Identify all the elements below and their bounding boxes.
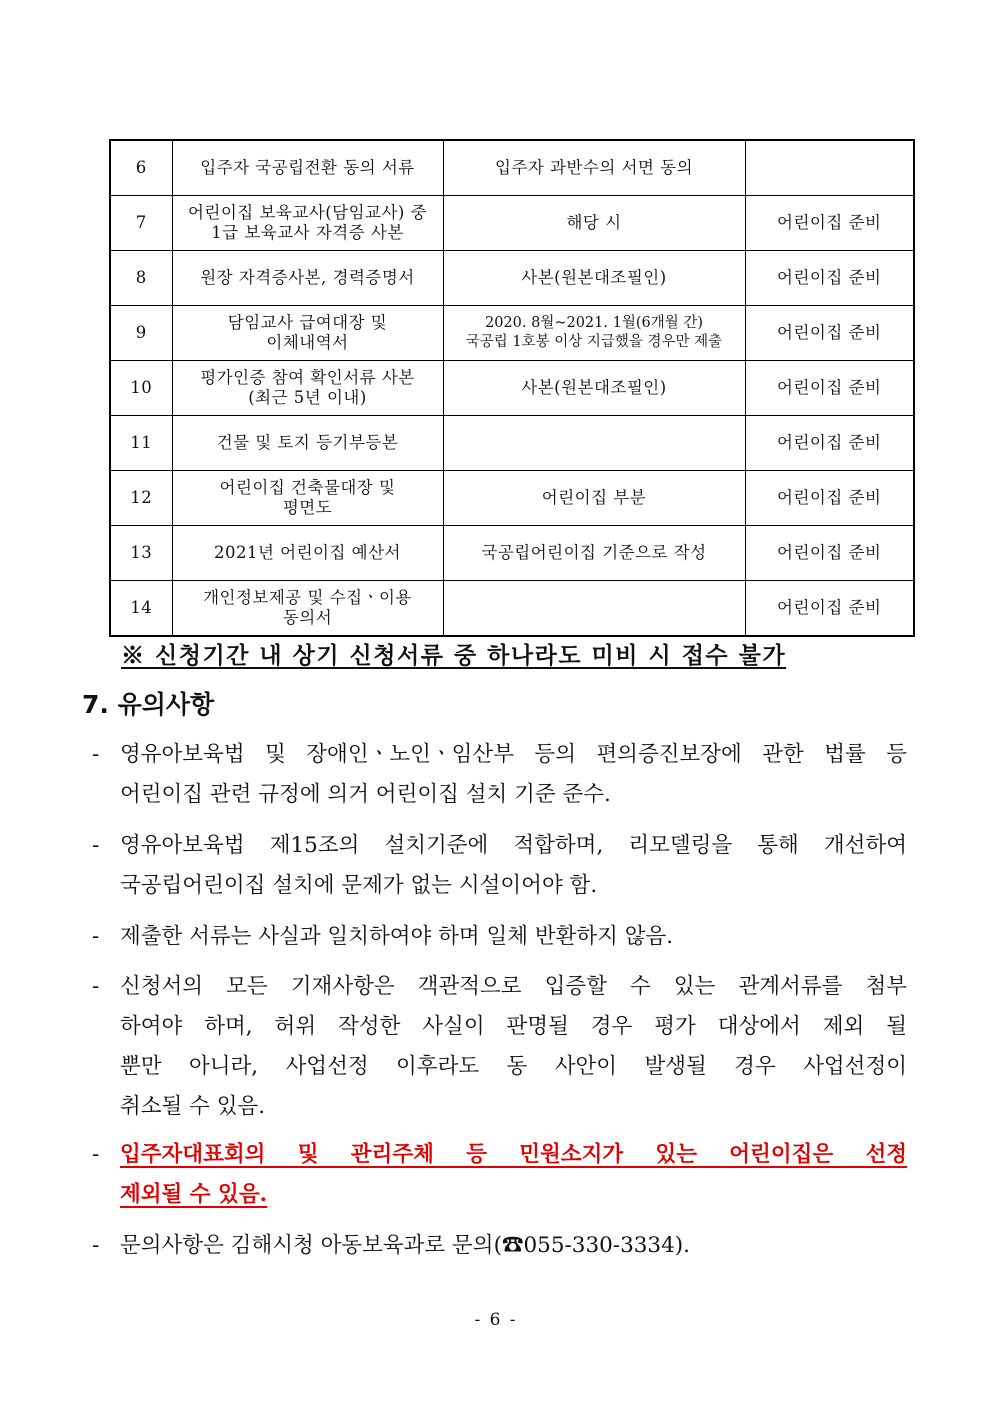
notice-line: 국공립어린이집 설치에 문제가 없는 시설이어야 함. xyxy=(120,873,598,898)
submission-warning: ※ 신청기간 내 상기 신청서류 중 하나라도 미비 시 접수 불가 xyxy=(121,642,787,669)
row-number-line: 11 xyxy=(130,433,153,452)
notice-item xyxy=(92,1226,907,1266)
document-name-line: 원장 자격증사본, 경력증명서 xyxy=(200,268,415,287)
document-name-line: 이체내역서 xyxy=(266,333,349,352)
bullet-dash: - xyxy=(92,974,100,999)
row-number xyxy=(110,140,172,196)
document-name xyxy=(172,196,443,251)
row-number-line: 9 xyxy=(135,323,147,342)
document-name-line: (최근 5년 이내) xyxy=(248,388,367,407)
table-row xyxy=(110,306,914,361)
document-note xyxy=(443,416,745,471)
preparer-line: 어린이집 준비 xyxy=(777,323,882,342)
notice-item xyxy=(92,917,907,957)
required-documents-table xyxy=(109,139,915,637)
row-number xyxy=(110,581,172,637)
row-number xyxy=(110,526,172,581)
preparer xyxy=(745,471,914,526)
document-name-line: 2021년 어린이집 예산서 xyxy=(214,543,401,562)
document-note xyxy=(443,581,745,637)
table-row xyxy=(110,361,914,416)
notice-line: 어린이집 관련 규정에 의거 어린이집 설치 기준 준수. xyxy=(120,782,611,807)
row-number-line: 6 xyxy=(135,158,147,177)
table-row xyxy=(110,581,914,637)
document-name-line: 평가인증 참여 확인서류 사본 xyxy=(200,368,415,387)
preparer-line: 어린이집 준비 xyxy=(777,268,882,287)
document-name-line: 건물 및 토지 등기부등본 xyxy=(216,433,399,452)
notice-line: 취소될 수 있음. xyxy=(120,1094,266,1119)
document-note xyxy=(443,306,745,361)
notice-line: 영유아보육법 제15조의 설치기준에 적합하며, 리모델링을 통해 개선하여 xyxy=(120,833,907,858)
document-note-line: 해당 시 xyxy=(566,213,622,232)
preparer xyxy=(745,526,914,581)
notice-item xyxy=(92,735,907,815)
notice-line: 뿐만 아니라, 사업선정 이후라도 동 사안이 발생될 경우 사업선정이 xyxy=(120,1054,907,1079)
document-name xyxy=(172,140,443,196)
table-row xyxy=(110,471,914,526)
document-name-line: 담임교사 급여대장 및 xyxy=(227,313,388,332)
preparer xyxy=(745,416,914,471)
notice-line: 제외될 수 있음. xyxy=(120,1182,268,1207)
section-title: 7. 유의사항 xyxy=(82,690,215,719)
document-note xyxy=(443,196,745,251)
table-row xyxy=(110,526,914,581)
document-note-line: 국공립 1호봉 이상 지급했을 경우만 제출 xyxy=(465,334,723,350)
document-note xyxy=(443,526,745,581)
bullet-dash: - xyxy=(92,1142,100,1167)
document-note xyxy=(443,251,745,306)
row-number xyxy=(110,416,172,471)
row-number-line: 14 xyxy=(130,598,153,617)
bullet-dash: - xyxy=(92,833,100,858)
notice-line: 제출한 서류는 사실과 일치하여야 하며 일체 반환하지 않음. xyxy=(120,924,674,949)
preparer-line: 어린이집 준비 xyxy=(777,543,882,562)
document-note-line: 입주자 과반수의 서면 동의 xyxy=(494,158,694,177)
row-number xyxy=(110,361,172,416)
document-note-line: 2020. 8월~2021. 1월(6개월 간) xyxy=(484,315,704,331)
table-row xyxy=(110,251,914,306)
document-name xyxy=(172,526,443,581)
preparer xyxy=(745,361,914,416)
document-name xyxy=(172,361,443,416)
document-name xyxy=(172,251,443,306)
preparer-line: 어린이집 준비 xyxy=(777,213,882,232)
notice-line: 문의사항은 김해시청 아동보육과로 문의(☎055-330-3334). xyxy=(120,1233,691,1258)
notice-item xyxy=(92,826,907,906)
table-row xyxy=(110,140,914,196)
document-note xyxy=(443,361,745,416)
row-number xyxy=(110,251,172,306)
preparer xyxy=(745,581,914,637)
document-name-line: 어린이집 건축물대장 및 xyxy=(219,478,396,497)
document-name xyxy=(172,581,443,637)
document-note xyxy=(443,140,745,196)
row-number-line: 8 xyxy=(135,268,147,287)
bullet-dash: - xyxy=(92,924,100,949)
notice-item xyxy=(92,1135,907,1215)
row-number xyxy=(110,471,172,526)
document-name xyxy=(172,416,443,471)
row-number-line: 12 xyxy=(130,488,153,507)
preparer-line: 어린이집 준비 xyxy=(777,598,882,617)
preparer xyxy=(745,140,914,196)
row-number xyxy=(110,196,172,251)
document-name-line: 어린이집 보육교사(담임교사) 중 xyxy=(187,203,428,222)
preparer xyxy=(745,251,914,306)
preparer-line: 어린이집 준비 xyxy=(777,433,882,452)
notice-item xyxy=(92,967,907,1127)
document-note-line: 사본(원본대조필인) xyxy=(521,268,667,287)
row-number-line: 7 xyxy=(135,213,147,232)
document-name-line: 입주자 국공립전환 동의 서류 xyxy=(200,158,415,177)
table-row xyxy=(110,416,914,471)
document-name-line: 동의서 xyxy=(282,608,333,627)
document-name-line: 평면도 xyxy=(282,498,333,517)
preparer-line: 어린이집 준비 xyxy=(777,378,882,397)
document-note-line: 국공립어린이집 기준으로 작성 xyxy=(481,543,707,562)
document-note-line: 어린이집 부분 xyxy=(541,488,647,507)
document-note-line: 사본(원본대조필인) xyxy=(521,378,667,397)
table-row xyxy=(110,196,914,251)
bullet-dash: - xyxy=(92,742,100,767)
notice-line: 신청서의 모든 기재사항은 객관적으로 입증할 수 있는 관계서류를 첨부 xyxy=(120,974,907,999)
preparer xyxy=(745,196,914,251)
preparer-line: 어린이집 준비 xyxy=(777,488,882,507)
row-number xyxy=(110,306,172,361)
document-name-line: 1급 보육교사 자격증 사본 xyxy=(211,223,404,242)
document-name xyxy=(172,471,443,526)
notice-line: 하여야 하며, 허위 작성한 사실이 판명될 경우 평가 대상에서 제외 될 xyxy=(120,1014,907,1039)
page-number: - 6 - xyxy=(474,1310,518,1330)
row-number-line: 10 xyxy=(130,378,153,397)
notice-line: 영유아보육법 및 장애인ㆍ노인ㆍ임산부 등의 편의증진보장에 관한 법률 등 xyxy=(120,742,907,767)
bullet-dash: - xyxy=(92,1233,100,1258)
row-number-line: 13 xyxy=(130,543,153,562)
document-note xyxy=(443,471,745,526)
preparer xyxy=(745,306,914,361)
document-name xyxy=(172,306,443,361)
notice-line: 입주자대표회의 및 관리주체 등 민원소지가 있는 어린이집은 선정 xyxy=(120,1142,907,1167)
document-name-line: 개인정보제공 및 수집ㆍ이용 xyxy=(203,588,412,607)
